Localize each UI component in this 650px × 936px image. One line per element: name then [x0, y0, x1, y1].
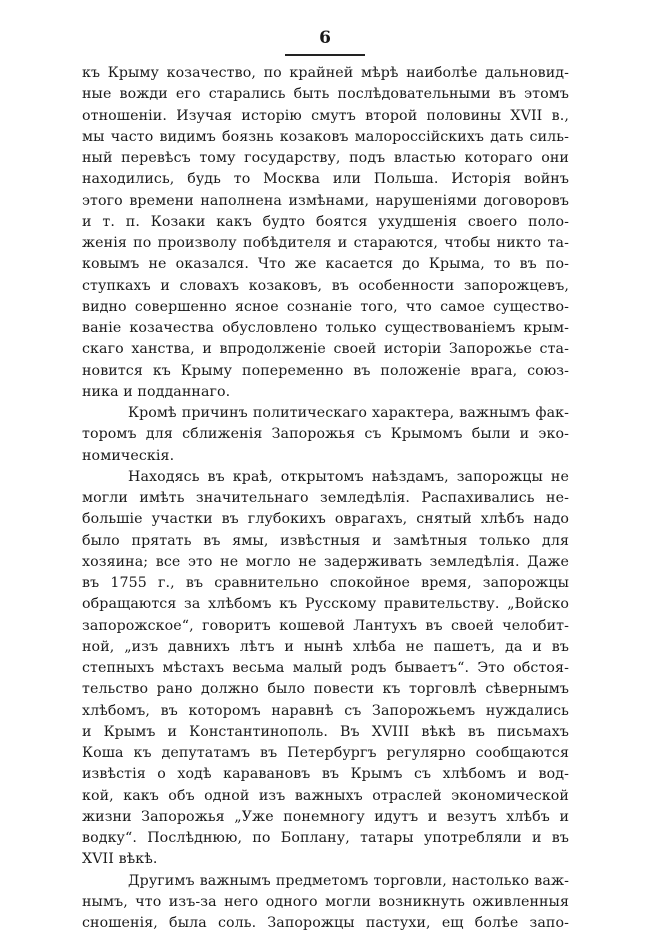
text-line: новится къ Крыму попеременно въ положеніе врага, союз-: [82, 362, 569, 379]
text-line: ные вожди его старались быть послѣдовательными въ этомъ: [82, 86, 569, 103]
text-line: хозяина; все это не могло не задерживать земледѣлія. Даже: [82, 553, 569, 570]
text-line: номическія.: [82, 447, 175, 464]
text-line: кой, какъ объ одной изъ важныхъ отраслей экономической: [82, 787, 569, 804]
text-line: тельство рано должно было повести къ торговлѣ сѣвернымъ: [82, 681, 569, 698]
text-line: могли имѣть значительнаго земледѣлія. Распахивались не-: [82, 490, 569, 506]
text-line: Другимъ важнымъ предметомъ торговли, настолько важ-: [128, 872, 569, 889]
text-line: находились, будь то Москва или Польша. Исторія войнъ: [82, 171, 569, 188]
text-line: ковымъ не оказался. Что же касается до Крыма, то въ по-: [82, 256, 569, 273]
text-line: хлѣбомъ, въ которомъ наравнѣ съ Запорожьемъ нуждались: [82, 702, 569, 719]
text-line: Кромѣ причинъ политическаго характера, важнымъ фак-: [128, 405, 569, 421]
text-line: ступкахъ и словахъ козаковъ, въ особенности запорожцевъ,: [82, 277, 569, 294]
text-line: запорожское“, говоритъ кошевой Лантухъ въ своей челобит-: [82, 617, 569, 634]
header-rule: [285, 54, 365, 56]
text-line: большіе участки въ глубокихъ оврагахъ, снятый хлѣбъ надо: [82, 511, 569, 528]
text-line: Находясь въ краѣ, открытомъ наѣздамъ, запорожцы не: [128, 468, 569, 485]
text-line: жизни Запорожья „Уже понемногу идутъ и везутъ хлѣбъ и: [82, 808, 569, 825]
text-line: ной, „изъ давнихъ лѣтъ и нынѣ хлѣба не пашетъ, да и въ: [82, 638, 569, 655]
text-line: ника и подданнаго.: [82, 383, 231, 400]
body-text: [82, 63, 569, 934]
text-line: было прятать въ ямы, извѣстныя и замѣтныя только для: [82, 532, 569, 549]
text-line: сношенія, была соль. Запорожцы пастухи, ещ болѣе запо-: [82, 915, 569, 931]
text-line: Коша къ депутатамъ въ Петербургъ регулярно сообщаются: [82, 745, 569, 761]
page-number: 6: [319, 28, 331, 48]
text-line: этого времени наполнена измѣнами, нарушеніями договоровъ: [82, 192, 569, 209]
text-line: видно совершенно ясное сознаніе того, что самое существо-: [82, 298, 569, 315]
text-line: отношеніи. Изучая исторію смутъ второй половины XVII в.,: [82, 107, 569, 124]
text-line: нымъ, что изъ-за него одного могли возникнуть оживленныя: [82, 893, 569, 910]
text-line: и т. п. Козаки какъ будто боятся ухудшенія своего поло-: [82, 213, 569, 230]
text-line: женія по произволу побѣдителя и стараются, чтобы никто та-: [82, 235, 569, 251]
text-line: водку“. Послѣднюю, по Боплану, татары употребляли и въ: [82, 830, 569, 846]
text-line: степныхъ мѣстахъ весьма малый родъ бываетъ“. Это обстоя-: [82, 660, 569, 676]
text-line: въ 1755 г., въ сравнительно спокойное время, запорожцы: [82, 575, 569, 591]
text-line: извѣстія о ходѣ каравановъ въ Крымъ съ хлѣбомъ и вод-: [82, 766, 569, 783]
text-line: скаго ханства, и впродолженіе своей исторіи Запорожье ста-: [82, 341, 569, 358]
text-line: мы часто видимъ боязнь козаковъ малороссійскихъ дать силь-: [82, 128, 569, 145]
text-line: XVII вѣкѣ.: [82, 851, 158, 868]
text-line: обращаются за хлѣбомъ къ Русскому правительству. „Войско: [82, 596, 569, 613]
text-line: торомъ для сближенія Запорожья съ Крымомъ были и эко-: [82, 426, 569, 443]
text-line: и Крымъ и Константинополь. Въ XVIII вѣкѣ въ письмахъ: [82, 723, 569, 740]
text-line: къ Крыму козачество, по крайней мѣрѣ наиболѣе дальновид-: [82, 65, 569, 81]
text-line: ваніе козачества обусловлено только существованіемъ крым-: [82, 320, 569, 336]
text-line: ный перевѣсъ тому государству, подъ властью котораго они: [82, 150, 569, 166]
